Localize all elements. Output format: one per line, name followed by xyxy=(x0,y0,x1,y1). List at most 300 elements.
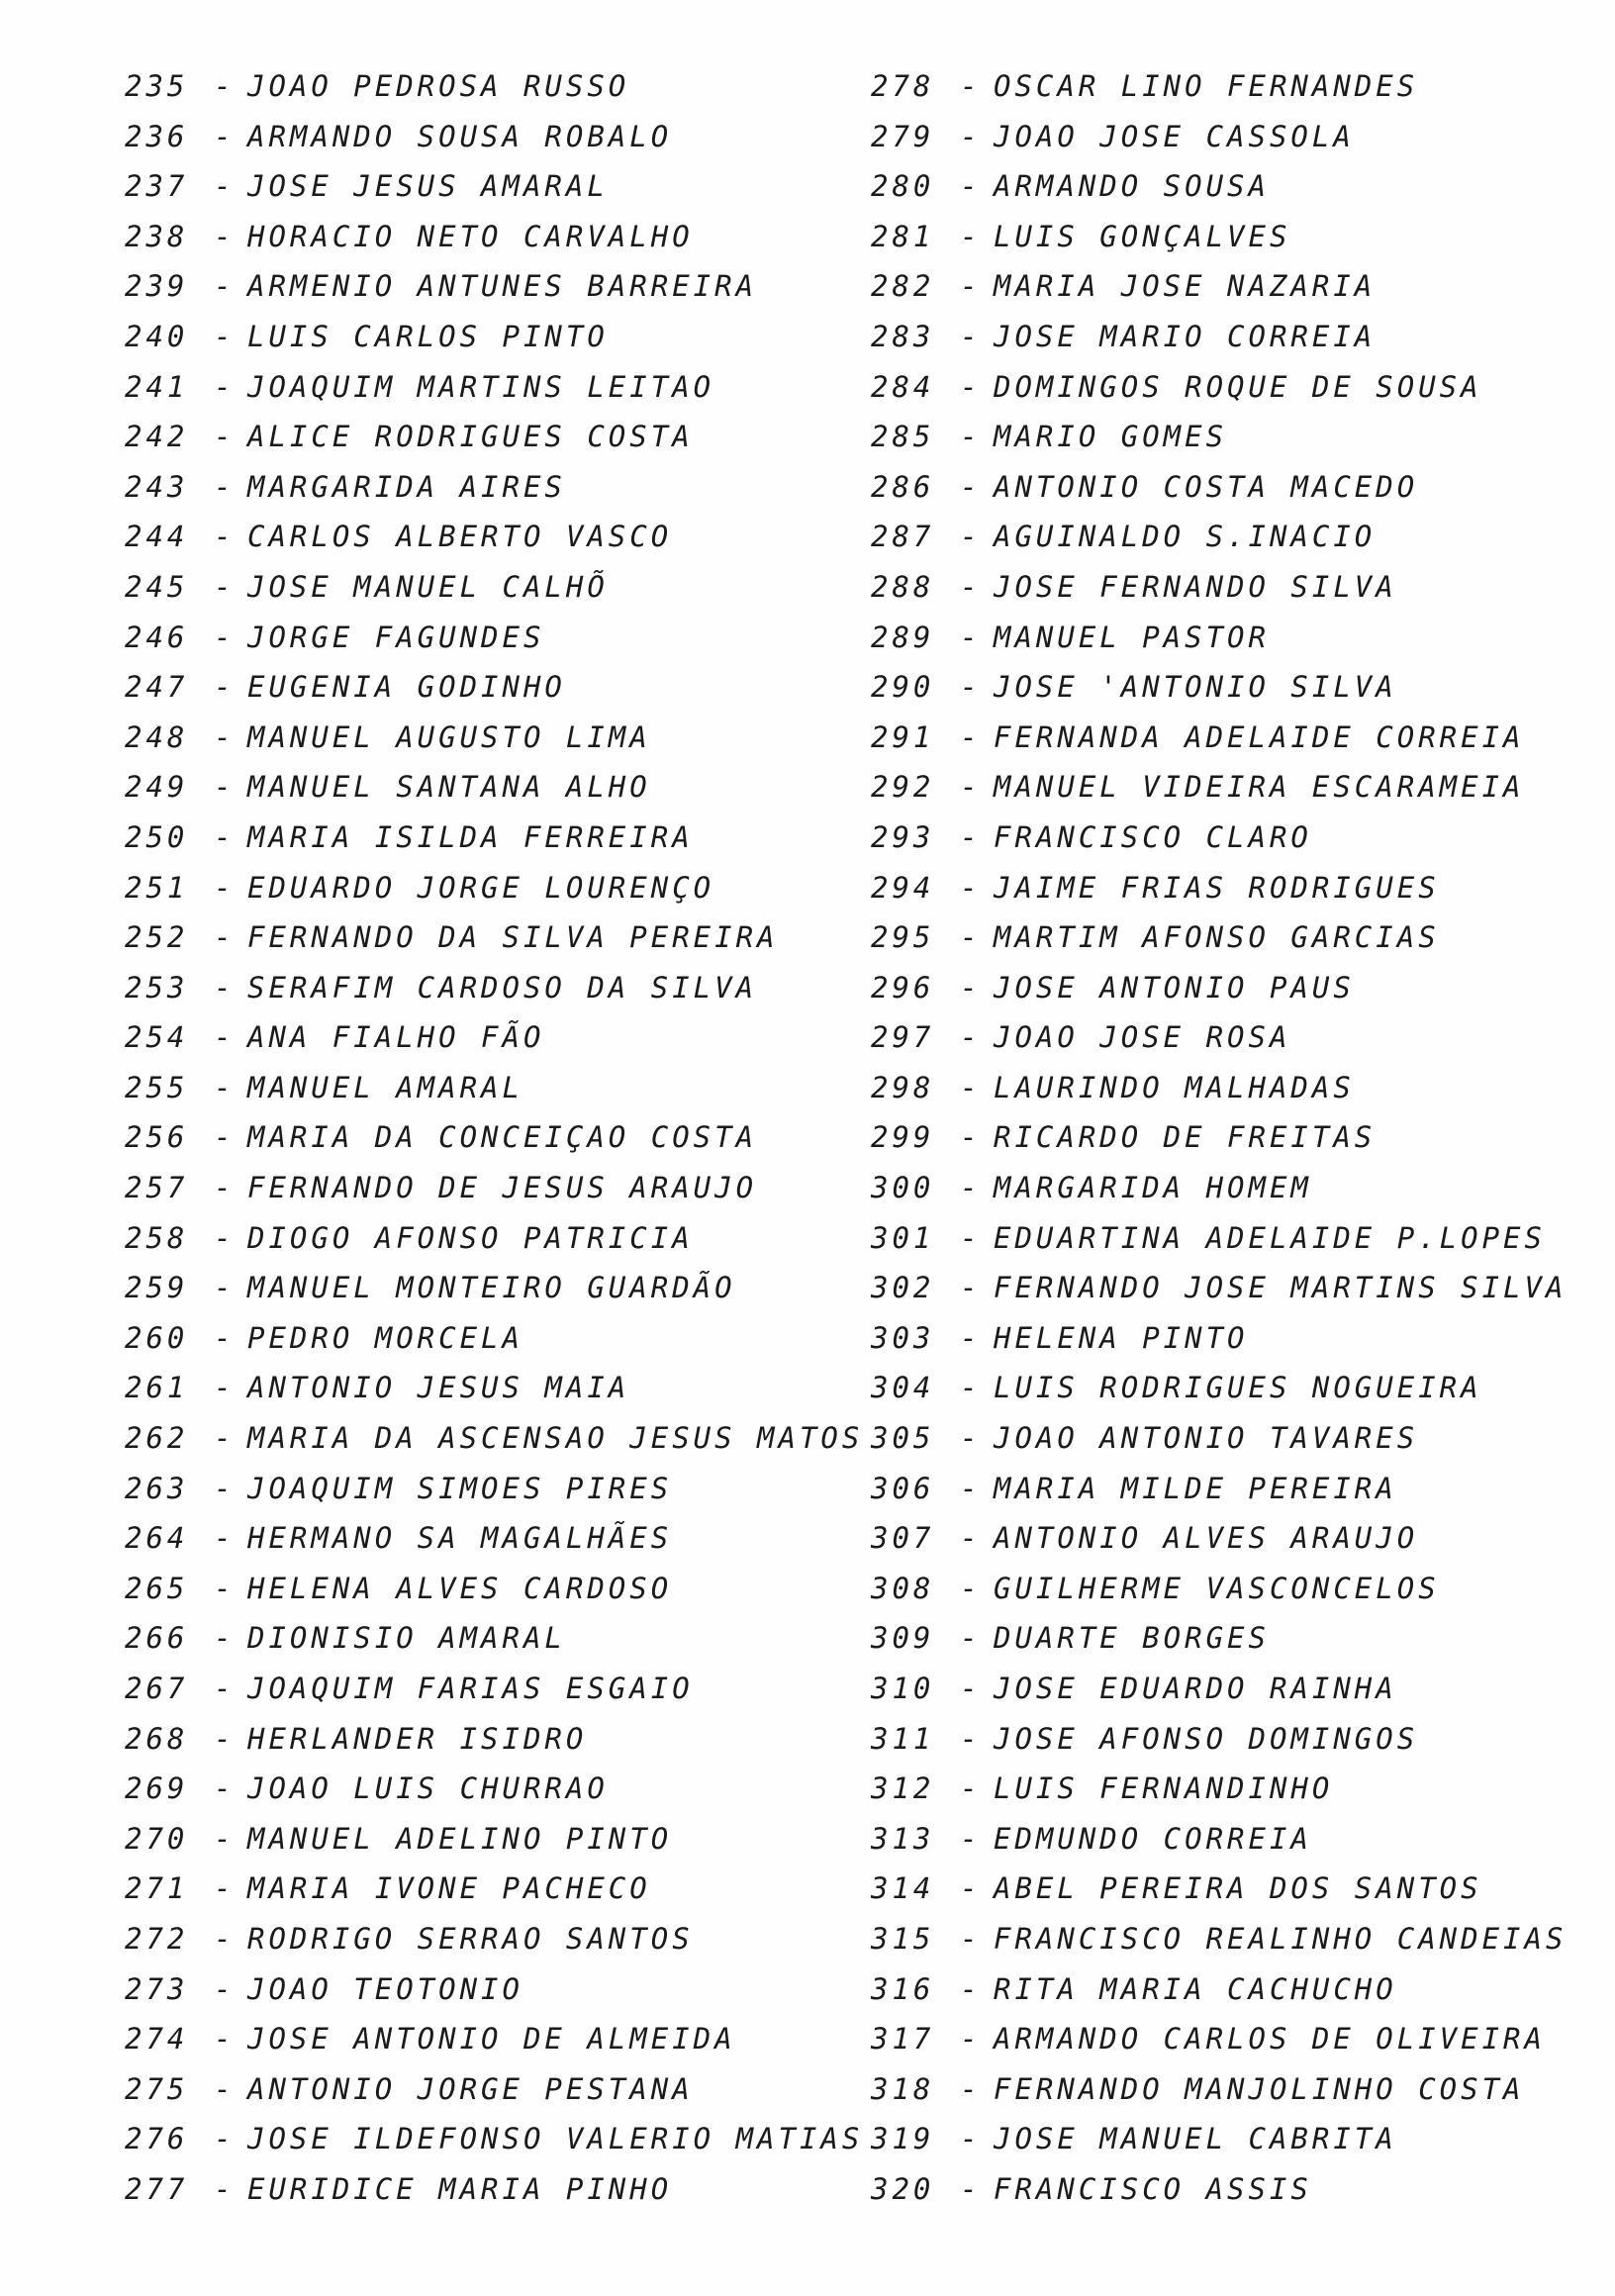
list-item xyxy=(871,2114,1603,2164)
entry-separator: - xyxy=(214,1721,236,1756)
list-item xyxy=(125,1764,857,1814)
list-item xyxy=(871,1764,1603,1814)
list-item xyxy=(125,1163,857,1213)
entry-name: LUIS CARLOS PINTO xyxy=(247,319,609,353)
entry-name: DUARTE BORGES xyxy=(994,1621,1270,1656)
entry-separator: - xyxy=(960,1471,982,1505)
list-item xyxy=(125,362,857,413)
entry-separator: - xyxy=(214,2122,236,2156)
entry-separator: - xyxy=(214,1320,236,1355)
entry-number: 272 xyxy=(125,1921,189,1956)
entry-separator: - xyxy=(960,1120,982,1155)
entry-name: JOSE 'ANTONIO SILVA xyxy=(994,670,1397,705)
entry-separator: - xyxy=(214,819,236,854)
entry-separator: - xyxy=(960,819,982,854)
entry-name: JAIME FRIAS RODRIGUES xyxy=(994,870,1440,905)
entry-separator: - xyxy=(214,1271,236,1305)
entry-name: JOAO LUIS CHURRAO xyxy=(247,1771,609,1806)
list-item xyxy=(871,1012,1603,1063)
entry-name: ARMANDO SOUSA ROBALO xyxy=(247,119,673,153)
entry-number: 286 xyxy=(871,469,935,504)
entry-number: 313 xyxy=(871,1821,935,1856)
entry-separator: - xyxy=(214,69,236,103)
entry-separator: - xyxy=(214,1821,236,1856)
entry-separator: - xyxy=(960,2022,982,2057)
entry-separator: - xyxy=(214,1421,236,1456)
entry-separator: - xyxy=(960,1320,982,1355)
entry-number: 265 xyxy=(125,1571,189,1605)
list-item xyxy=(125,762,857,813)
entry-name: HERLANDER ISIDRO xyxy=(247,1721,588,1756)
entry-separator: - xyxy=(214,520,236,554)
entry-separator: - xyxy=(960,1721,982,1756)
list-item xyxy=(125,1714,857,1765)
entry-separator: - xyxy=(214,1871,236,1906)
entry-number: 314 xyxy=(871,1871,935,1906)
entry-separator: - xyxy=(214,1120,236,1155)
entry-name: PEDRO MORCELA xyxy=(247,1320,523,1355)
entry-name: MARGARIDA AIRES xyxy=(247,469,566,504)
list-item xyxy=(125,1964,857,2015)
entry-separator: - xyxy=(214,670,236,705)
entry-number: 276 xyxy=(125,2122,189,2156)
entry-separator: - xyxy=(960,219,982,253)
entry-number: 254 xyxy=(125,1020,189,1055)
list-item xyxy=(125,2064,857,2115)
entry-name: JOSE AFONSO DOMINGOS xyxy=(994,1721,1419,1756)
entry-number: 287 xyxy=(871,520,935,554)
entry-separator: - xyxy=(214,920,236,955)
list-item xyxy=(871,1263,1603,1313)
entry-name: JOSE FERNANDO SILVA xyxy=(994,569,1397,604)
list-item xyxy=(871,1864,1603,1914)
list-item xyxy=(871,762,1603,813)
entry-number: 245 xyxy=(125,569,189,604)
entry-number: 310 xyxy=(871,1672,935,1705)
entry-number: 238 xyxy=(125,219,189,253)
entry-separator: - xyxy=(960,1421,982,1456)
entry-number: 243 xyxy=(125,469,189,504)
entry-number: 274 xyxy=(125,2022,189,2057)
list-item xyxy=(125,161,857,212)
entry-name: DIONISIO AMARAL xyxy=(247,1621,566,1656)
list-item xyxy=(125,261,857,312)
list-item xyxy=(125,1213,857,1264)
entry-separator: - xyxy=(214,2071,236,2106)
entry-number: 285 xyxy=(871,420,935,454)
entry-number: 315 xyxy=(871,1921,935,1956)
entry-name: DOMINGOS ROQUE DE SOUSA xyxy=(994,369,1482,404)
entry-separator: - xyxy=(960,1020,982,1055)
list-item xyxy=(871,462,1603,513)
entry-separator: - xyxy=(960,420,982,454)
entry-name: JOAQUIM FARIAS ESGAIO xyxy=(247,1672,694,1705)
entry-separator: - xyxy=(960,1070,982,1104)
entry-name: JOAQUIM SIMOES PIRES xyxy=(247,1471,673,1505)
list-item xyxy=(125,2114,864,2164)
entry-name: JOAO PEDROSA RUSSO xyxy=(247,69,630,103)
entry-number: 236 xyxy=(125,119,189,153)
list-item xyxy=(125,1464,857,1514)
entry-number: 275 xyxy=(125,2071,189,2106)
entry-number: 282 xyxy=(871,269,935,304)
entry-number: 277 xyxy=(125,2171,189,2206)
entry-number: 281 xyxy=(871,219,935,253)
entry-name: FERNANDA ADELAIDE CORREIA xyxy=(994,719,1525,754)
entry-separator: - xyxy=(214,420,236,454)
entry-number: 306 xyxy=(871,1471,935,1505)
entry-name: MARIA DA CONCEIÇAO COSTA xyxy=(247,1120,758,1155)
entry-number: 251 xyxy=(125,870,189,905)
list-item xyxy=(125,1112,857,1163)
entry-name: MANUEL AUGUSTO LIMA xyxy=(247,719,651,754)
entry-name: LAURINDO MALHADAS xyxy=(994,1070,1355,1104)
entry-name: MANUEL PASTOR xyxy=(994,620,1270,654)
entry-number: 283 xyxy=(871,319,935,353)
entry-name: ANA FIALHO FÃO xyxy=(247,1020,545,1055)
entry-number: 249 xyxy=(125,770,189,805)
entry-name: MANUEL AMARAL xyxy=(247,1070,523,1104)
entry-separator: - xyxy=(214,1771,236,1806)
entry-name: HELENA PINTO xyxy=(994,1320,1249,1355)
entry-separator: - xyxy=(960,69,982,103)
entry-separator: - xyxy=(214,1672,236,1705)
entry-number: 316 xyxy=(871,1971,935,2006)
entry-name: FERNANDO MANJOLINHO COSTA xyxy=(994,2071,1525,2106)
entry-name: FERNANDO JOSE MARTINS SILVA xyxy=(994,1271,1568,1305)
list-item xyxy=(871,1213,1603,1264)
list-item xyxy=(125,112,857,162)
entry-number: 301 xyxy=(871,1220,935,1255)
list-item xyxy=(125,562,857,613)
entry-separator: - xyxy=(214,219,236,253)
list-item xyxy=(871,1564,1603,1614)
list-item xyxy=(871,61,1603,112)
list-item xyxy=(871,1063,1603,1113)
entry-name: JORGE FAGUNDES xyxy=(247,620,545,654)
entry-separator: - xyxy=(960,670,982,705)
entry-name: ANTONIO JORGE PESTANA xyxy=(247,2071,694,2106)
entry-name: FERNANDO DA SILVA PEREIRA xyxy=(247,920,779,955)
list-item xyxy=(871,912,1603,963)
entry-number: 278 xyxy=(871,69,935,103)
list-item xyxy=(871,1714,1603,1765)
entry-number: 312 xyxy=(871,1771,935,1806)
list-item xyxy=(125,1263,857,1313)
list-item xyxy=(871,362,1603,413)
list-item xyxy=(871,1664,1603,1714)
entry-number: 271 xyxy=(125,1871,189,1906)
entry-number: 255 xyxy=(125,1070,189,1104)
entry-separator: - xyxy=(214,1020,236,1055)
entry-separator: - xyxy=(214,1621,236,1656)
entry-number: 263 xyxy=(125,1471,189,1505)
entry-separator: - xyxy=(960,1220,982,1255)
entry-separator: - xyxy=(960,369,982,404)
entry-number: 239 xyxy=(125,269,189,304)
list-item xyxy=(125,1513,857,1564)
entry-name: EDMUNDO CORREIA xyxy=(994,1821,1312,1856)
list-item xyxy=(125,2014,857,2064)
entry-number: 288 xyxy=(871,569,935,604)
entry-separator: - xyxy=(960,1621,982,1656)
entry-number: 292 xyxy=(871,770,935,805)
name-list-left-column xyxy=(125,61,864,2215)
list-item xyxy=(871,1814,1603,1865)
entry-name: MANUEL VIDEIRA ESCARAMEIA xyxy=(994,770,1525,805)
entry-separator: - xyxy=(960,870,982,905)
entry-name: MARTIM AFONSO GARCIAS xyxy=(994,920,1440,955)
list-item xyxy=(871,1964,1603,2015)
entry-number: 296 xyxy=(871,970,935,1004)
entry-name: LUIS GONÇALVES xyxy=(994,219,1291,253)
entry-number: 241 xyxy=(125,369,189,404)
entry-number: 311 xyxy=(871,1721,935,1756)
entry-name: JOAO JOSE ROSA xyxy=(994,1020,1291,1055)
entry-separator: - xyxy=(214,269,236,304)
entry-name: ANTONIO COSTA MACEDO xyxy=(994,469,1419,504)
entry-number: 303 xyxy=(871,1320,935,1355)
list-item xyxy=(125,1363,857,1413)
entry-separator: - xyxy=(214,569,236,604)
entry-name: GUILHERME VASCONCELOS xyxy=(994,1571,1440,1605)
entry-separator: - xyxy=(960,719,982,754)
list-item xyxy=(871,1413,1603,1464)
entry-separator: - xyxy=(960,1271,982,1305)
entry-name: JOSE ANTONIO PAUS xyxy=(994,970,1355,1004)
entry-name: MARIA MILDE PEREIRA xyxy=(994,1471,1397,1505)
entry-number: 252 xyxy=(125,920,189,955)
entry-separator: - xyxy=(214,770,236,805)
entry-number: 273 xyxy=(125,1971,189,2006)
entry-name: MARIA IVONE PACHECO xyxy=(247,1871,651,1906)
list-item xyxy=(125,863,857,913)
list-item xyxy=(125,1063,857,1113)
entry-number: 269 xyxy=(125,1771,189,1806)
entry-separator: - xyxy=(960,2171,982,2206)
list-item xyxy=(125,412,857,462)
entry-name: JOSE ANTONIO DE ALMEIDA xyxy=(247,2022,736,2057)
list-item xyxy=(125,662,857,713)
entry-name: MARIA DA ASCENSAO JESUS MATOS xyxy=(247,1421,864,1456)
entry-name: LUIS FERNANDINHO xyxy=(994,1771,1334,1806)
entry-separator: - xyxy=(214,1571,236,1605)
list-item xyxy=(871,261,1603,312)
entry-number: 289 xyxy=(871,620,935,654)
entry-separator: - xyxy=(214,2022,236,2057)
entry-separator: - xyxy=(960,1521,982,1556)
list-item xyxy=(871,1513,1603,1564)
entry-number: 297 xyxy=(871,1020,935,1055)
entry-separator: - xyxy=(214,1521,236,1556)
entry-number: 300 xyxy=(871,1171,935,1205)
entry-separator: - xyxy=(960,319,982,353)
entry-separator: - xyxy=(214,319,236,353)
entry-number: 266 xyxy=(125,1621,189,1656)
entry-number: 244 xyxy=(125,520,189,554)
entry-number: 309 xyxy=(871,1621,935,1656)
entry-separator: - xyxy=(214,1921,236,1956)
entry-name: ARMANDO SOUSA xyxy=(994,169,1270,204)
entry-name: RODRIGO SERRAO SANTOS xyxy=(247,1921,694,1956)
list-item xyxy=(871,963,1603,1013)
list-item xyxy=(125,713,857,763)
entry-number: 320 xyxy=(871,2171,935,2206)
entry-name: EUGENIA GODINHO xyxy=(247,670,566,705)
list-item xyxy=(871,112,1603,162)
entry-name: ARMENIO ANTUNES BARREIRA xyxy=(247,269,758,304)
list-item xyxy=(125,813,857,863)
entry-separator: - xyxy=(214,1971,236,2006)
list-item xyxy=(871,1613,1603,1664)
entry-name: JOAO ANTONIO TAVARES xyxy=(994,1421,1419,1456)
list-item xyxy=(125,1564,857,1614)
entry-name: DIOGO AFONSO PATRICIA xyxy=(247,1220,694,1255)
entry-name: ABEL PEREIRA DOS SANTOS xyxy=(994,1871,1482,1906)
entry-number: 264 xyxy=(125,1521,189,1556)
entry-separator: - xyxy=(960,1871,982,1906)
entry-separator: - xyxy=(214,1371,236,1405)
entry-number: 257 xyxy=(125,1171,189,1205)
entry-separator: - xyxy=(960,620,982,654)
list-item xyxy=(871,2164,1603,2215)
entry-separator: - xyxy=(960,1171,982,1205)
entry-name: JOSE JESUS AMARAL xyxy=(247,169,609,204)
entry-name: FERNANDO DE JESUS ARAUJO xyxy=(247,1171,758,1205)
entry-name: ALICE RODRIGUES COSTA xyxy=(247,420,694,454)
entry-number: 262 xyxy=(125,1421,189,1456)
entry-number: 247 xyxy=(125,670,189,705)
entry-number: 253 xyxy=(125,970,189,1004)
list-item xyxy=(871,713,1603,763)
list-item xyxy=(125,1914,857,1964)
entry-number: 299 xyxy=(871,1120,935,1155)
list-item xyxy=(125,61,857,112)
list-item xyxy=(125,1613,857,1664)
list-item xyxy=(125,1413,864,1464)
entry-separator: - xyxy=(960,920,982,955)
list-item xyxy=(125,212,857,262)
entry-name: MARGARIDA HOMEM xyxy=(994,1171,1312,1205)
entry-name: FRANCISCO CLARO xyxy=(994,819,1312,854)
entry-name: SERAFIM CARDOSO DA SILVA xyxy=(247,970,758,1004)
entry-separator: - xyxy=(214,469,236,504)
entry-name: OSCAR LINO FERNANDES xyxy=(994,69,1419,103)
entry-separator: - xyxy=(960,1921,982,1956)
entry-name: RICARDO DE FREITAS xyxy=(994,1120,1377,1155)
list-item xyxy=(125,1864,857,1914)
entry-name: ANTONIO ALVES ARAUJO xyxy=(994,1521,1419,1556)
list-item xyxy=(871,1313,1603,1364)
entry-number: 284 xyxy=(871,369,935,404)
entry-name: LUIS RODRIGUES NOGUEIRA xyxy=(994,1371,1482,1405)
entry-number: 305 xyxy=(871,1421,935,1456)
entry-name: FRANCISCO REALINHO CANDEIAS xyxy=(994,1921,1568,1956)
entry-name: EURIDICE MARIA PINHO xyxy=(247,2171,673,2206)
entry-name: ANTONIO JESUS MAIA xyxy=(247,1371,630,1405)
entry-name: EDUARTINA ADELAIDE P.LOPES xyxy=(994,1220,1546,1255)
entry-name: MARIA ISILDA FERREIRA xyxy=(247,819,694,854)
entry-number: 319 xyxy=(871,2122,935,2156)
entry-name: JOAO TEOTONIO xyxy=(247,1971,523,2006)
entry-name: CARLOS ALBERTO VASCO xyxy=(247,520,673,554)
entry-separator: - xyxy=(960,970,982,1004)
list-item xyxy=(871,412,1603,462)
entry-name: MANUEL ADELINO PINTO xyxy=(247,1821,673,1856)
name-list-right-column xyxy=(871,61,1603,2215)
list-item xyxy=(871,212,1603,262)
list-item xyxy=(125,1814,857,1865)
entry-separator: - xyxy=(214,620,236,654)
entry-number: 268 xyxy=(125,1721,189,1756)
entry-number: 302 xyxy=(871,1271,935,1305)
entry-number: 298 xyxy=(871,1070,935,1104)
entry-number: 256 xyxy=(125,1120,189,1155)
list-item xyxy=(125,1313,857,1364)
entry-name: AGUINALDO S.INACIO xyxy=(994,520,1377,554)
entry-name: JOSE MARIO CORREIA xyxy=(994,319,1377,353)
entry-number: 258 xyxy=(125,1220,189,1255)
entry-separator: - xyxy=(214,1171,236,1205)
entry-name: MANUEL SANTANA ALHO xyxy=(247,770,651,805)
entry-separator: - xyxy=(960,520,982,554)
entry-separator: - xyxy=(214,970,236,1004)
list-item xyxy=(871,1163,1603,1213)
list-item xyxy=(125,462,857,513)
entry-separator: - xyxy=(960,269,982,304)
entry-separator: - xyxy=(214,119,236,153)
entry-separator: - xyxy=(214,369,236,404)
entry-name: RITA MARIA CACHUCHO xyxy=(994,1971,1397,2006)
entry-number: 295 xyxy=(871,920,935,955)
list-item xyxy=(125,912,857,963)
entry-name: EDUARDO JORGE LOURENÇO xyxy=(247,870,715,905)
entry-separator: - xyxy=(960,1571,982,1605)
entry-number: 318 xyxy=(871,2071,935,2106)
entry-name: MARIO GOMES xyxy=(994,420,1228,454)
entry-name: JOSE EDUARDO RAINHA xyxy=(994,1672,1397,1705)
entry-number: 235 xyxy=(125,69,189,103)
list-item xyxy=(871,863,1603,913)
list-item xyxy=(871,1464,1603,1514)
entry-number: 248 xyxy=(125,719,189,754)
entry-number: 279 xyxy=(871,119,935,153)
list-item xyxy=(871,562,1603,613)
entry-separator: - xyxy=(214,169,236,204)
entry-number: 267 xyxy=(125,1672,189,1705)
entry-separator: - xyxy=(960,770,982,805)
list-item xyxy=(125,1664,857,1714)
entry-number: 304 xyxy=(871,1371,935,1405)
entry-separator: - xyxy=(214,1471,236,1505)
list-item xyxy=(871,312,1603,362)
entry-number: 240 xyxy=(125,319,189,353)
list-item xyxy=(125,963,857,1013)
entry-name: MARIA JOSE NAZARIA xyxy=(994,269,1377,304)
entry-name: HORACIO NETO CARVALHO xyxy=(247,219,694,253)
entry-number: 250 xyxy=(125,819,189,854)
entry-name: JOSE MANUEL CALHÕ xyxy=(247,569,609,604)
entry-separator: - xyxy=(214,1220,236,1255)
list-item xyxy=(871,1914,1603,1964)
entry-name: HERMANO SA MAGALHÃES xyxy=(247,1521,673,1556)
entry-separator: - xyxy=(960,569,982,604)
entry-separator: - xyxy=(960,1821,982,1856)
entry-separator: - xyxy=(960,1771,982,1806)
entry-number: 308 xyxy=(871,1571,935,1605)
entry-number: 290 xyxy=(871,670,935,705)
entry-separator: - xyxy=(960,1672,982,1705)
